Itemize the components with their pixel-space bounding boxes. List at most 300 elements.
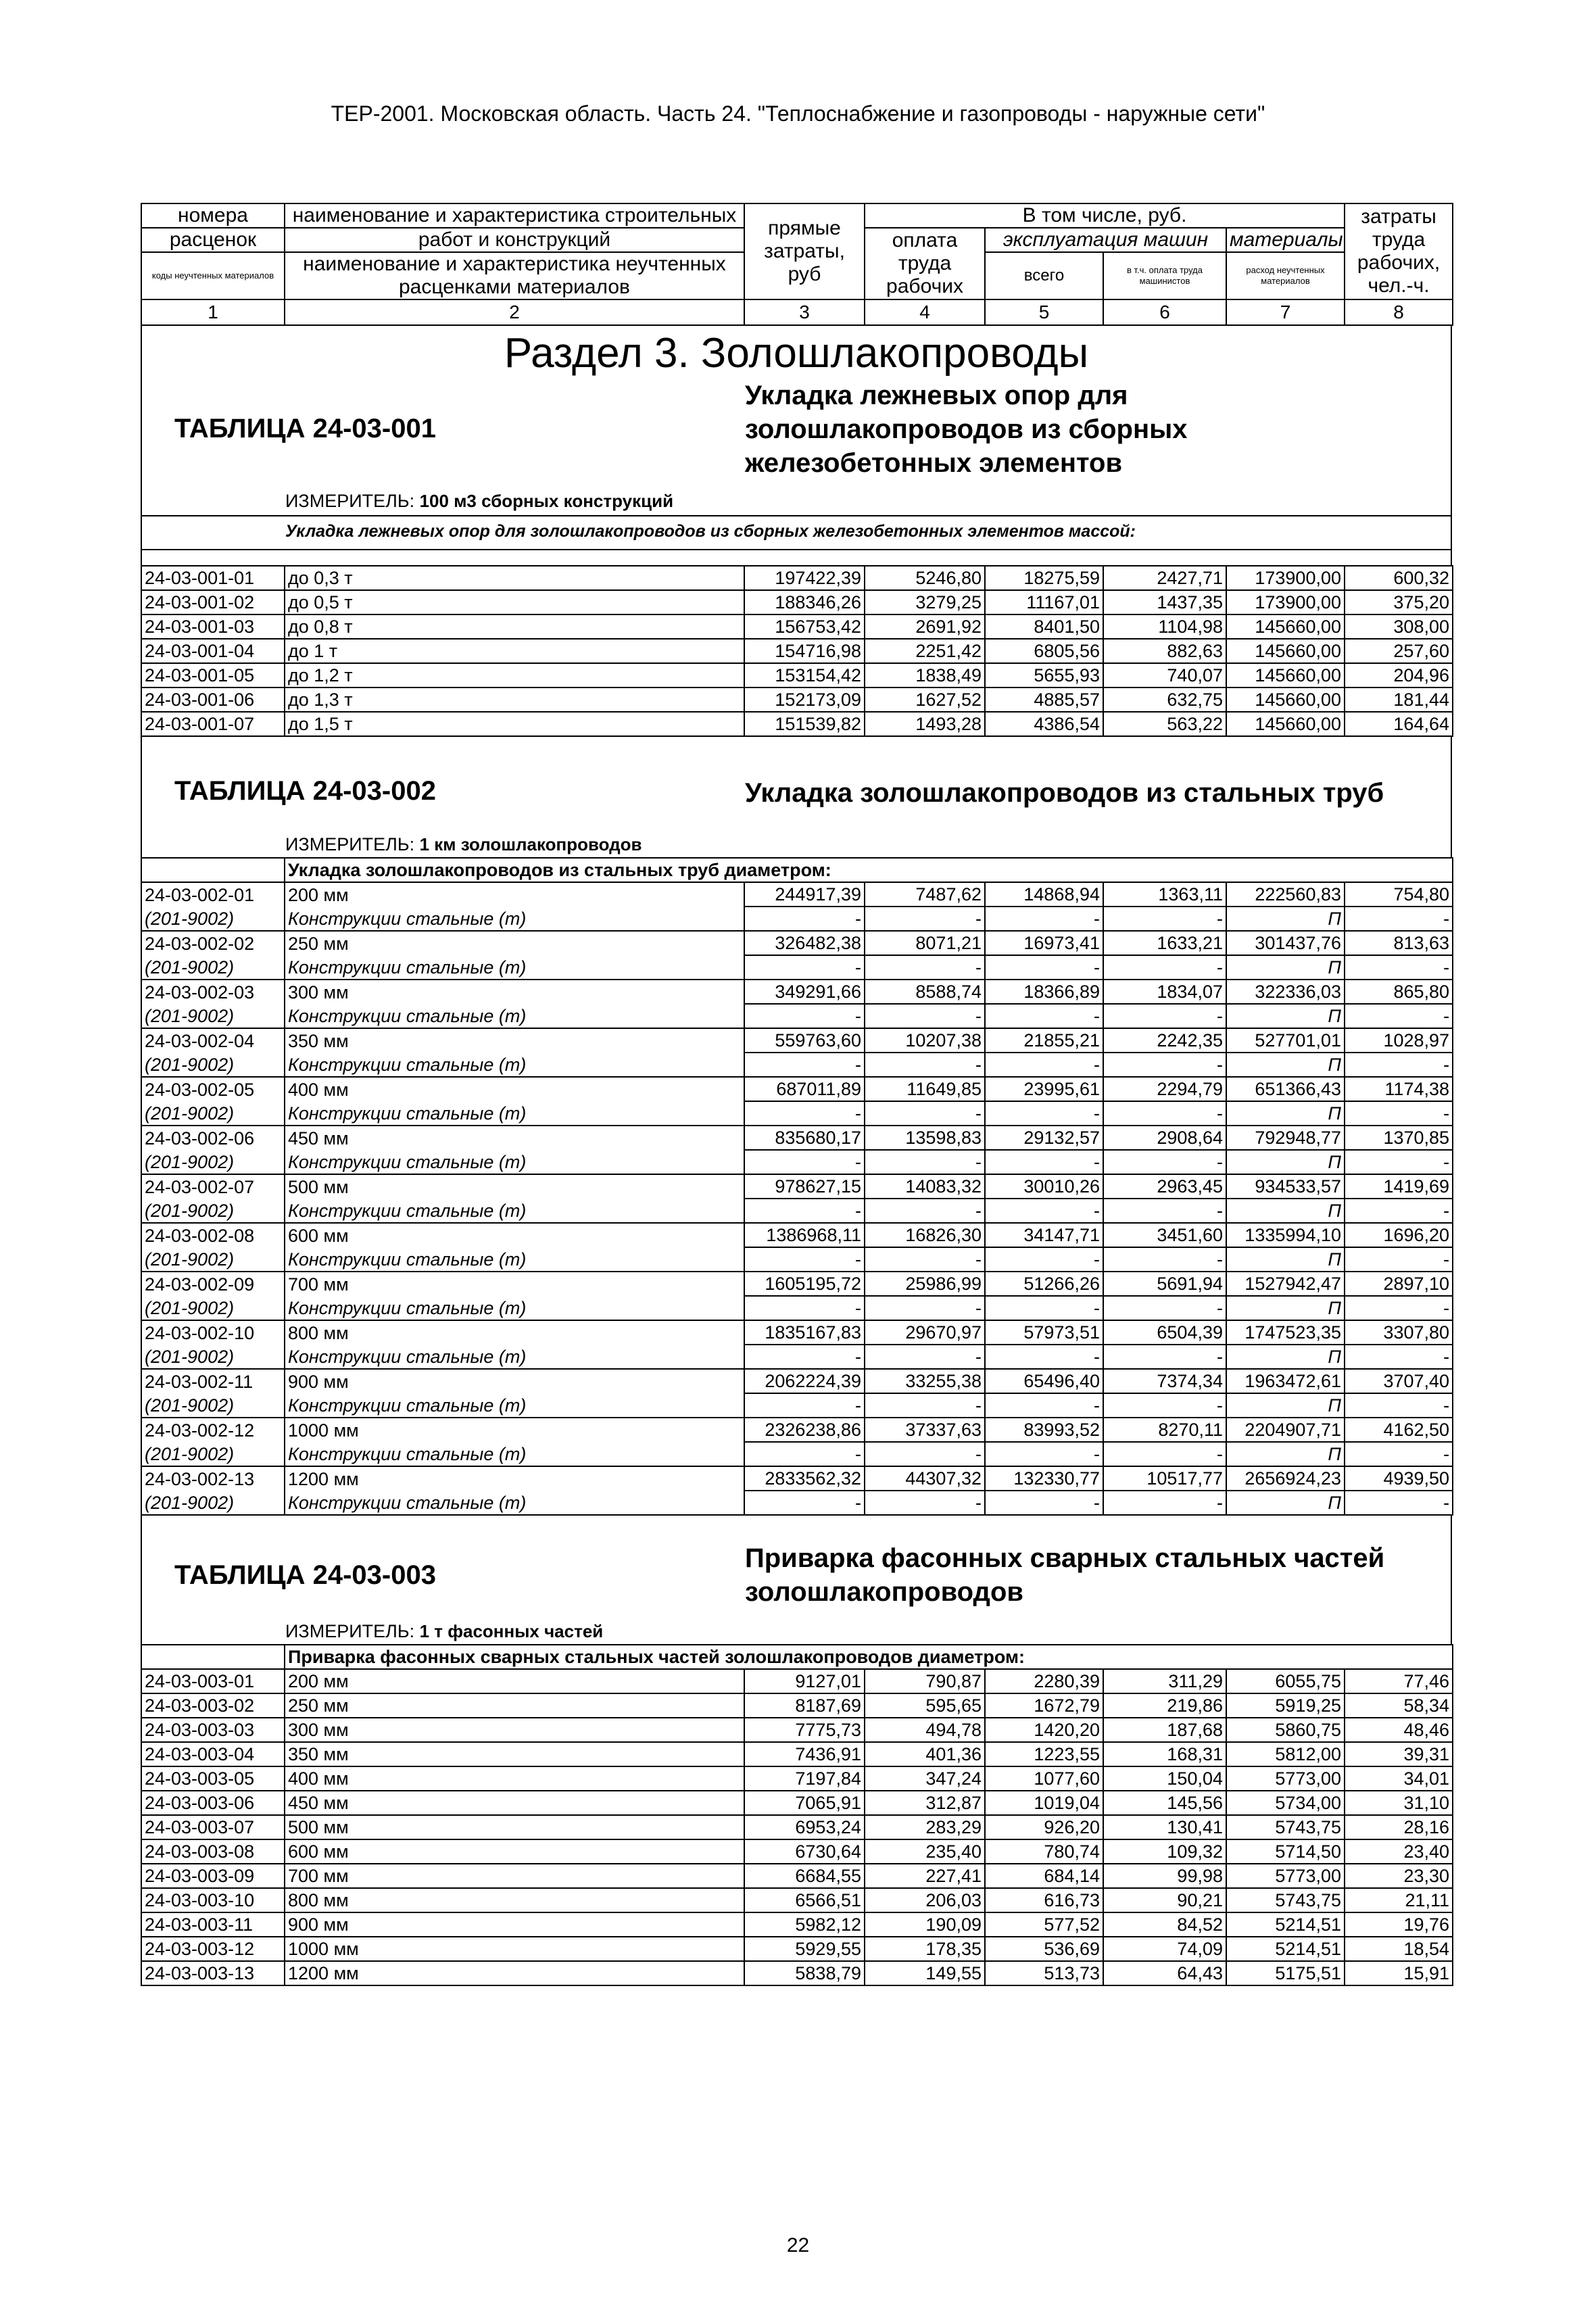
work-name: 1200 мм: [285, 1961, 744, 1985]
machinist-wages: 7374,34: [1103, 1369, 1226, 1393]
material-row: [141, 1150, 1453, 1174]
dash: -: [1103, 1491, 1226, 1515]
material-code: (201-9002): [141, 1442, 285, 1466]
direct-costs: 326482,38: [744, 931, 865, 955]
table-title-line1: Укладка лежневых опор для: [745, 381, 1128, 410]
labor-hours: 48,46: [1345, 1718, 1453, 1742]
dash: -: [865, 1101, 985, 1126]
machine-costs: 21855,21: [985, 1028, 1103, 1053]
work-name: 800 мм: [285, 1320, 744, 1345]
machine-costs: 1077,60: [985, 1766, 1103, 1791]
table-row: [141, 639, 1453, 663]
material-row: [141, 1442, 1453, 1466]
labor-hours: 4162,50: [1345, 1418, 1453, 1442]
material-name: Конструкции стальные (т): [285, 1247, 744, 1272]
rate-code: 24-03-003-10: [141, 1888, 285, 1912]
table-row: [141, 1320, 1453, 1345]
dash: -: [1103, 1345, 1226, 1369]
table-row: [141, 1888, 1453, 1912]
rate-code: 24-03-003-12: [141, 1937, 285, 1961]
dash: -: [985, 907, 1103, 931]
table-row: [141, 931, 1453, 955]
materials: 145660,00: [1226, 639, 1345, 663]
table-row: [141, 980, 1453, 1004]
machine-costs: 18275,59: [985, 566, 1103, 590]
dash: -: [865, 1393, 985, 1418]
labor-hours: 58,34: [1345, 1693, 1453, 1718]
dash: -: [865, 1053, 985, 1077]
dash: -: [985, 1199, 1103, 1223]
machine-costs: 132330,77: [985, 1466, 1103, 1491]
machinist-wages: 2242,35: [1103, 1028, 1226, 1053]
machine-costs: 29132,57: [985, 1126, 1103, 1150]
dash: -: [1103, 1004, 1226, 1028]
labor-hours: 28,16: [1345, 1815, 1453, 1839]
col-num-6: 6: [1103, 299, 1226, 325]
table-row: [141, 1669, 1453, 1693]
materials: 5860,75: [1226, 1718, 1345, 1742]
material-usage: П: [1226, 1150, 1345, 1174]
material-name: Конструкции стальные (т): [285, 1150, 744, 1174]
material-usage: П: [1226, 1101, 1345, 1126]
machinist-wages: 1104,98: [1103, 614, 1226, 639]
worker-wages: 25986,99: [865, 1272, 985, 1296]
direct-costs: 687011,89: [744, 1077, 865, 1101]
col-labor: затраты труда рабочих, чел.-ч.: [1345, 203, 1453, 299]
materials: 5714,50: [1226, 1839, 1345, 1864]
col-machines: эксплуатация машин: [985, 228, 1226, 252]
materials: 5734,00: [1226, 1791, 1345, 1815]
labor-hours: 813,63: [1345, 931, 1453, 955]
machinist-wages: 10517,77: [1103, 1466, 1226, 1491]
material-usage: П: [1226, 1247, 1345, 1272]
work-name: 800 мм: [285, 1888, 744, 1912]
machinist-wages: 1363,11: [1103, 882, 1226, 907]
materials: 527701,01: [1226, 1028, 1345, 1053]
dash: -: [1103, 1247, 1226, 1272]
materials: 2204907,71: [1226, 1418, 1345, 1442]
worker-wages: 10207,38: [865, 1028, 985, 1053]
machinist-wages: 64,43: [1103, 1961, 1226, 1985]
table-row: [141, 590, 1453, 614]
direct-costs: 1835167,83: [744, 1320, 865, 1345]
worker-wages: 1838,49: [865, 663, 985, 687]
dash: -: [1103, 1199, 1226, 1223]
material-name: Конструкции стальные (т): [285, 1101, 744, 1126]
measure-unit-value: 1 км золошлакопроводов: [419, 834, 642, 854]
table-title-line2: золошлакопроводов: [745, 1577, 1023, 1607]
rate-code: 24-03-001-04: [141, 639, 285, 663]
labor-hours: 34,01: [1345, 1766, 1453, 1791]
col-including: В том числе, руб.: [865, 203, 1345, 228]
measure-unit-value: 1 т фасонных частей: [419, 1621, 604, 1641]
materials: 6055,75: [1226, 1669, 1345, 1693]
dash: -: [1103, 1296, 1226, 1320]
table-row: [141, 1418, 1453, 1442]
machinist-wages: 311,29: [1103, 1669, 1226, 1693]
work-name: 600 мм: [285, 1223, 744, 1247]
material-row: [141, 1296, 1453, 1320]
dash: -: [744, 1491, 865, 1515]
worker-wages: 1493,28: [865, 712, 985, 736]
material-name: Конструкции стальные (т): [285, 1393, 744, 1418]
table-001-header: [141, 326, 1452, 550]
dash: -: [865, 1150, 985, 1174]
machine-costs: 4885,57: [985, 687, 1103, 712]
labor-hours: 77,46: [1345, 1669, 1453, 1693]
dash: -: [744, 1199, 865, 1223]
dash: -: [744, 907, 865, 931]
direct-costs: 151539,82: [744, 712, 865, 736]
material-name: Конструкции стальные (т): [285, 1004, 744, 1028]
dash: -: [1103, 1442, 1226, 1466]
col-name-mid: работ и конструкций: [285, 228, 744, 252]
worker-wages: 37337,63: [865, 1418, 985, 1442]
table-002-rows: [141, 857, 1453, 1516]
measure-unit-label: ИЗМЕРИТЕЛЬ:: [285, 491, 415, 511]
machine-costs: 1223,55: [985, 1742, 1103, 1766]
machinist-wages: 1633,21: [1103, 931, 1226, 955]
worker-wages: 206,03: [865, 1888, 985, 1912]
dash: -: [865, 1491, 985, 1515]
materials: 5743,75: [1226, 1888, 1345, 1912]
rate-code: 24-03-003-06: [141, 1791, 285, 1815]
rate-code: 24-03-002-11: [141, 1369, 285, 1393]
labor-hours: 3707,40: [1345, 1369, 1453, 1393]
materials: 5812,00: [1226, 1742, 1345, 1766]
col-wages: оплата труда рабочих: [865, 228, 985, 299]
machine-costs: 4386,54: [985, 712, 1103, 736]
direct-costs: 9127,01: [744, 1669, 865, 1693]
machinist-wages: 99,98: [1103, 1864, 1226, 1888]
material-code: (201-9002): [141, 1296, 285, 1320]
labor-hours: 23,40: [1345, 1839, 1453, 1864]
table-row: [141, 614, 1453, 639]
labor-hours: 1419,69: [1345, 1174, 1453, 1199]
dash: -: [744, 1296, 865, 1320]
material-usage: П: [1226, 1004, 1345, 1028]
rate-code: 24-03-002-04: [141, 1028, 285, 1053]
machine-costs: 577,52: [985, 1912, 1103, 1937]
material-name: Конструкции стальные (т): [285, 907, 744, 931]
material-usage: П: [1226, 1491, 1345, 1515]
machinist-wages: 1437,35: [1103, 590, 1226, 614]
rate-code: 24-03-002-07: [141, 1174, 285, 1199]
col-num-8: 8: [1345, 299, 1453, 325]
worker-wages: 2691,92: [865, 614, 985, 639]
work-name: 600 мм: [285, 1839, 744, 1864]
dash: -: [985, 1442, 1103, 1466]
worker-wages: 16826,30: [865, 1223, 985, 1247]
rate-code: 24-03-002-10: [141, 1320, 285, 1345]
worker-wages: 7487,62: [865, 882, 985, 907]
work-name: до 1,3 т: [285, 687, 744, 712]
material-code: (201-9002): [141, 1491, 285, 1515]
dash: -: [985, 1101, 1103, 1126]
machine-costs: 926,20: [985, 1815, 1103, 1839]
materials: 145660,00: [1226, 663, 1345, 687]
work-name: 250 мм: [285, 931, 744, 955]
col-num-1: 1: [141, 299, 285, 325]
table-title: Укладка золошлакопроводов из стальных труб: [745, 778, 1384, 808]
labor-hours: 21,11: [1345, 1888, 1453, 1912]
machinist-wages: 2963,45: [1103, 1174, 1226, 1199]
machine-costs: 6805,56: [985, 639, 1103, 663]
dash: -: [744, 1004, 865, 1028]
material-name: Конструкции стальные (т): [285, 1442, 744, 1466]
labor-hours: 375,20: [1345, 590, 1453, 614]
materials: 1335994,10: [1226, 1223, 1345, 1247]
labor-hours: 1370,85: [1345, 1126, 1453, 1150]
rate-code: 24-03-002-01: [141, 882, 285, 907]
dash: -: [1103, 1150, 1226, 1174]
machine-costs: 536,69: [985, 1937, 1103, 1961]
col-code-top: номера: [141, 203, 285, 228]
materials: 5773,00: [1226, 1864, 1345, 1888]
col-num-4: 4: [865, 299, 985, 325]
section-title: Раздел 3. Золошлакопроводы: [504, 330, 1089, 377]
measure-unit: [285, 491, 673, 512]
table-row: [141, 1912, 1453, 1937]
worker-wages: 13598,83: [865, 1126, 985, 1150]
dash: -: [1345, 1247, 1453, 1272]
worker-wages: 494,78: [865, 1718, 985, 1742]
table-row: [141, 1126, 1453, 1150]
material-code: (201-9002): [141, 1247, 285, 1272]
page-header: ТЕР-2001. Московская область. Часть 24. "Теплоснабжение и газопроводы - наружные сети": [331, 101, 1265, 126]
direct-costs: 8187,69: [744, 1693, 865, 1718]
dash: -: [1103, 1393, 1226, 1418]
labor-hours: 865,80: [1345, 980, 1453, 1004]
worker-wages: 14083,32: [865, 1174, 985, 1199]
work-name: 900 мм: [285, 1369, 744, 1393]
labor-hours: 1696,20: [1345, 1223, 1453, 1247]
dash: -: [1345, 1393, 1453, 1418]
material-code: (201-9002): [141, 1101, 285, 1126]
direct-costs: 6730,64: [744, 1839, 865, 1864]
work-name: 450 мм: [285, 1126, 744, 1150]
rate-code: 24-03-002-03: [141, 980, 285, 1004]
rate-code: 24-03-002-06: [141, 1126, 285, 1150]
dash: -: [865, 1004, 985, 1028]
machine-costs: 513,73: [985, 1961, 1103, 1985]
machine-costs: 2280,39: [985, 1669, 1103, 1693]
direct-costs: 7065,91: [744, 1791, 865, 1815]
direct-costs: 244917,39: [744, 882, 865, 907]
direct-costs: 7775,73: [744, 1718, 865, 1742]
material-name: Конструкции стальные (т): [285, 1296, 744, 1320]
machine-costs: 18366,89: [985, 980, 1103, 1004]
rate-code: 24-03-001-06: [141, 687, 285, 712]
direct-costs: 5982,12: [744, 1912, 865, 1937]
worker-wages: 190,09: [865, 1912, 985, 1937]
table-row: [141, 1223, 1453, 1247]
table-title-line1: Приварка фасонных сварных стальных частей: [745, 1543, 1385, 1573]
table-subcaption: Приварка фасонных сварных стальных частей золошлакопроводов диаметром:: [285, 1645, 1453, 1669]
work-name: 200 мм: [285, 882, 744, 907]
dash: -: [1345, 907, 1453, 931]
material-usage: П: [1226, 1053, 1345, 1077]
material-row: [141, 1491, 1453, 1515]
worker-wages: 8588,74: [865, 980, 985, 1004]
work-name: 900 мм: [285, 1912, 744, 1937]
labor-hours: 308,00: [1345, 614, 1453, 639]
worker-wages: 1627,52: [865, 687, 985, 712]
table-row: [141, 1815, 1453, 1839]
direct-costs: 2062224,39: [744, 1369, 865, 1393]
materials: 301437,76: [1226, 931, 1345, 955]
table-title-line2: золошлакопроводов из сборных: [745, 414, 1188, 444]
dash: -: [865, 1442, 985, 1466]
work-name: до 1,2 т: [285, 663, 744, 687]
material-name: Конструкции стальные (т): [285, 1491, 744, 1515]
materials: 173900,00: [1226, 590, 1345, 614]
material-code: (201-9002): [141, 955, 285, 980]
material-code: (201-9002): [141, 1393, 285, 1418]
table-id: ТАБЛИЦА 24-03-003: [174, 1560, 436, 1590]
machine-costs: 34147,71: [985, 1223, 1103, 1247]
table-row: [141, 1369, 1453, 1393]
dash: -: [1345, 955, 1453, 980]
rate-code: 24-03-003-08: [141, 1839, 285, 1864]
col-name-low: наименование и характеристика неучтенных расценками материалов: [285, 252, 744, 299]
machinist-wages: 90,21: [1103, 1888, 1226, 1912]
rate-code: 24-03-001-01: [141, 566, 285, 590]
direct-costs: 156753,42: [744, 614, 865, 639]
table-row: [141, 687, 1453, 712]
dash: -: [744, 1101, 865, 1126]
materials: 5773,00: [1226, 1766, 1345, 1791]
rate-code: 24-03-003-05: [141, 1766, 285, 1791]
work-name: 350 мм: [285, 1028, 744, 1053]
col-machines-total: всего: [985, 252, 1103, 299]
dash: -: [985, 1393, 1103, 1418]
work-name: 500 мм: [285, 1174, 744, 1199]
measure-unit-value: 100 м3 сборных конструкций: [419, 491, 674, 511]
work-name: 200 мм: [285, 1669, 744, 1693]
dash: -: [985, 955, 1103, 980]
labor-hours: 39,31: [1345, 1742, 1453, 1766]
labor-hours: 164,64: [1345, 712, 1453, 736]
material-usage: П: [1226, 1345, 1345, 1369]
table-subcaption: Укладка лежневых опор для золошлакопроводов из сборных железобетонных элементов массой:: [285, 522, 1136, 541]
direct-costs: 2833562,32: [744, 1466, 865, 1491]
machinist-wages: 109,32: [1103, 1839, 1226, 1864]
dash: -: [985, 1345, 1103, 1369]
dash: -: [865, 1199, 985, 1223]
dash: -: [1345, 1491, 1453, 1515]
labor-hours: 2897,10: [1345, 1272, 1453, 1296]
materials: 934533,57: [1226, 1174, 1345, 1199]
machinist-wages: 168,31: [1103, 1742, 1226, 1766]
material-row: [141, 1247, 1453, 1272]
materials: 173900,00: [1226, 566, 1345, 590]
worker-wages: 178,35: [865, 1937, 985, 1961]
col-material-usage: расход неучтенных материалов: [1226, 252, 1345, 299]
dash: -: [985, 1247, 1103, 1272]
table-row: [141, 1028, 1453, 1053]
work-name: 400 мм: [285, 1766, 744, 1791]
table-row: [141, 1272, 1453, 1296]
labor-hours: 1174,38: [1345, 1077, 1453, 1101]
dash: -: [1345, 1150, 1453, 1174]
worker-wages: 149,55: [865, 1961, 985, 1985]
labor-hours: 23,30: [1345, 1864, 1453, 1888]
direct-costs: 5929,55: [744, 1937, 865, 1961]
table-row: [141, 1742, 1453, 1766]
col-code-mid: расценок: [141, 228, 285, 252]
table-001-rows: [141, 565, 1453, 737]
rate-code: 24-03-003-04: [141, 1742, 285, 1766]
materials: 5919,25: [1226, 1693, 1345, 1718]
table-row: [141, 1766, 1453, 1791]
direct-costs: 6684,55: [744, 1864, 865, 1888]
table-row: [141, 566, 1453, 590]
dash: -: [1345, 1296, 1453, 1320]
dash: -: [985, 1053, 1103, 1077]
rate-code: 24-03-003-11: [141, 1912, 285, 1937]
dash: -: [865, 955, 985, 980]
dash: -: [1345, 1442, 1453, 1466]
direct-costs: 6953,24: [744, 1815, 865, 1839]
col-materials: материалы: [1226, 228, 1345, 252]
worker-wages: 5246,80: [865, 566, 985, 590]
work-name: 250 мм: [285, 1693, 744, 1718]
machinist-wages: 150,04: [1103, 1766, 1226, 1791]
measure-unit-label: ИЗМЕРИТЕЛЬ:: [285, 834, 415, 854]
machinist-wages: 5691,94: [1103, 1272, 1226, 1296]
machinist-wages: 145,56: [1103, 1791, 1226, 1815]
machinist-wages: 632,75: [1103, 687, 1226, 712]
materials: 5175,51: [1226, 1961, 1345, 1985]
rate-code: 24-03-003-09: [141, 1864, 285, 1888]
table-row: [141, 1077, 1453, 1101]
worker-wages: 790,87: [865, 1669, 985, 1693]
material-name: Конструкции стальные (т): [285, 1199, 744, 1223]
direct-costs: 153154,42: [744, 663, 865, 687]
dash: -: [744, 1247, 865, 1272]
table-row: [141, 663, 1453, 687]
work-name: до 1 т: [285, 639, 744, 663]
dash: -: [744, 1053, 865, 1077]
materials: 145660,00: [1226, 687, 1345, 712]
materials: 1747523,35: [1226, 1320, 1345, 1345]
price-table-frame: [141, 203, 1452, 2129]
machinist-wages: 740,07: [1103, 663, 1226, 687]
dash: -: [1345, 1004, 1453, 1028]
work-name: 400 мм: [285, 1077, 744, 1101]
machine-costs: 11167,01: [985, 590, 1103, 614]
materials: 145660,00: [1226, 614, 1345, 639]
machine-costs: 65496,40: [985, 1369, 1103, 1393]
table-row: [141, 1864, 1453, 1888]
machine-costs: 1672,79: [985, 1693, 1103, 1718]
col-num-7: 7: [1226, 299, 1345, 325]
table-row: [141, 1693, 1453, 1718]
table-title-line3: железобетонных элементов: [745, 448, 1123, 478]
dash: -: [744, 1442, 865, 1466]
worker-wages: 2251,42: [865, 639, 985, 663]
dash: -: [985, 1491, 1103, 1515]
material-row: [141, 1101, 1453, 1126]
direct-costs: 188346,26: [744, 590, 865, 614]
direct-costs: 835680,17: [744, 1126, 865, 1150]
machinist-wages: 6504,39: [1103, 1320, 1226, 1345]
machinist-wages: 882,63: [1103, 639, 1226, 663]
table-row: [141, 1174, 1453, 1199]
machinist-wages: 219,86: [1103, 1693, 1226, 1718]
direct-costs: 7197,84: [744, 1766, 865, 1791]
